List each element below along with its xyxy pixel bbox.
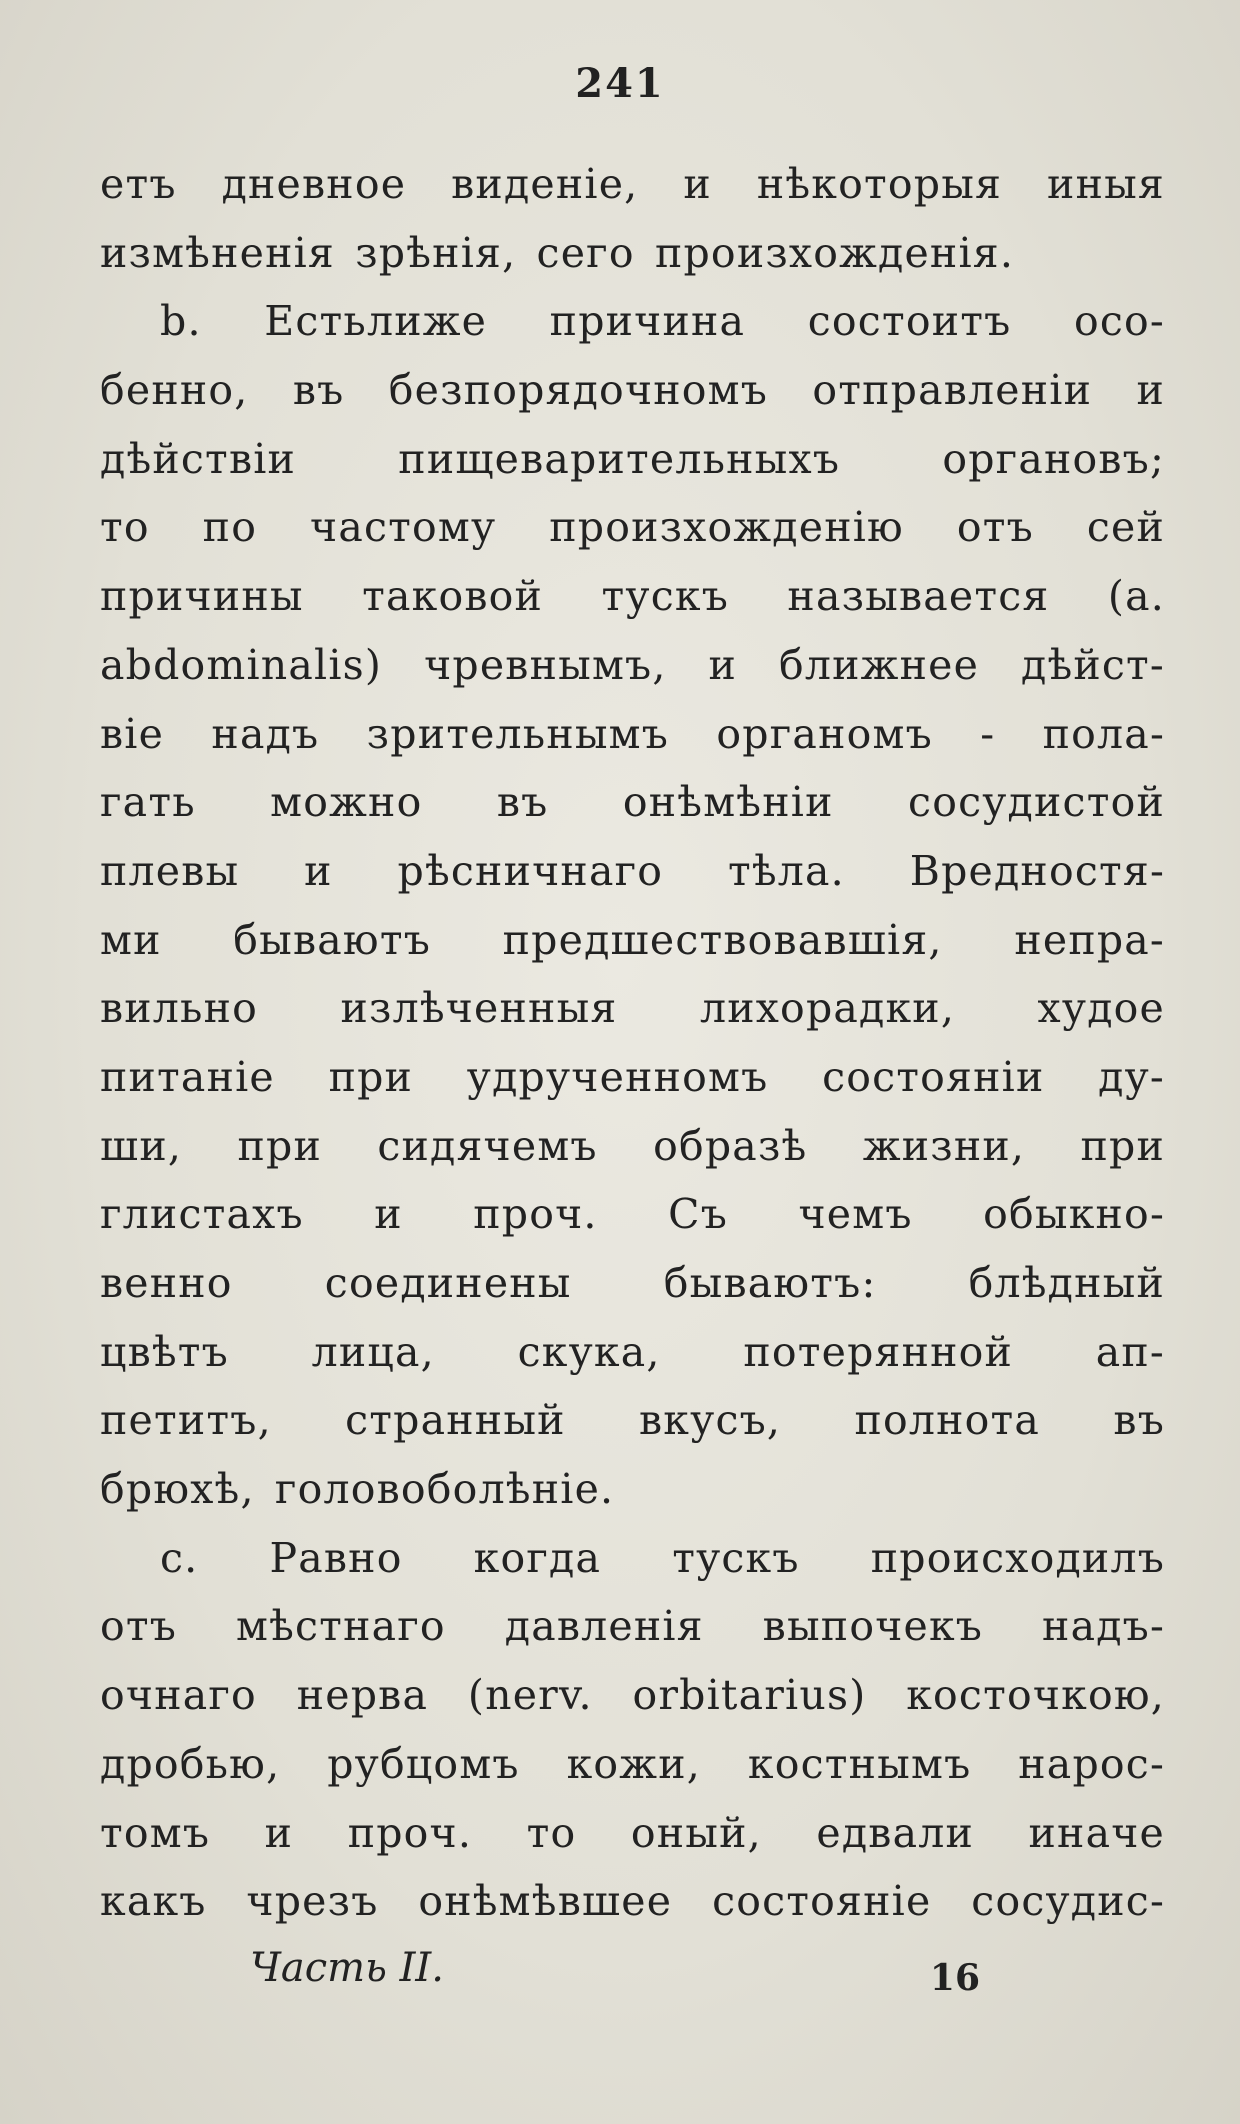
text-line: ми бываютъ предшествовавшія, непра- [100, 915, 1165, 964]
text-line: измѣненія зрѣнія, сего произхожденія. [100, 228, 1015, 277]
text-line: глистахъ и проч. Съ чемъ обыкно- [100, 1190, 1165, 1239]
text-line: отъ мѣстнаго давленія выпочекъ надъ- [100, 1602, 1165, 1651]
text-line: причины таковой тускъ называется (a. [100, 572, 1165, 621]
text-line: c. Равно когда тускъ происходилъ [160, 1533, 1165, 1582]
text-line: какъ чрезъ онѣмѣвшее состояніе сосудис- [100, 1877, 1165, 1926]
text-line: віе надъ зрительнымъ органомъ - пола- [100, 709, 1165, 758]
text-line: b. Естьлиже причина состоитъ осо- [160, 297, 1165, 346]
text-line: етъ дневное виденіе, и нѣкоторыя иныя [100, 160, 1165, 208]
text-line: дѣйствіи пищеварительныхъ органовъ; [100, 434, 1165, 483]
text-line: abdominalis) чревнымъ, и ближнее дѣйст- [100, 640, 1165, 689]
text-line: венно соединены бываютъ: блѣдный [100, 1259, 1165, 1307]
text-line: брюхѣ, головоболѣніе. [100, 1465, 615, 1514]
text-line: питаніе при удрученномъ состояніи ду- [100, 1052, 1165, 1101]
text-line: очнаго нерва (nerv. orbitarius) косточкою, [100, 1671, 1165, 1720]
page-footer [250, 1945, 980, 1999]
text-line: то по частому произхожденію отъ сей [100, 503, 1165, 552]
part-label: Часть II. [250, 1945, 444, 1991]
text-line: бенно, въ безпорядочномъ отправленіи и [100, 366, 1165, 415]
text-line: вильно излѣченныя лихорадки, худое [100, 984, 1165, 1033]
text-line: дробью, рубцомъ кожи, костнымъ нарос- [100, 1739, 1165, 1788]
text-line: гать можно въ онѣмѣніи сосудистой [100, 778, 1165, 827]
page-body [100, 150, 1165, 1936]
page-number: 241 [575, 60, 665, 107]
text-line: цвѣтъ лица, скука, потерянной ап- [100, 1327, 1165, 1376]
signature-mark: 16 [929, 1957, 980, 1999]
text-line: томъ и проч. то оный, едвали иначе [100, 1808, 1165, 1857]
text-line: петитъ, странный вкусъ, полнота въ [100, 1396, 1165, 1445]
text-line: плевы и рѣсничнаго тѣла. Вредностя- [100, 846, 1165, 895]
text-line: ши, при сидячемъ образѣ жизни, при [100, 1121, 1165, 1170]
